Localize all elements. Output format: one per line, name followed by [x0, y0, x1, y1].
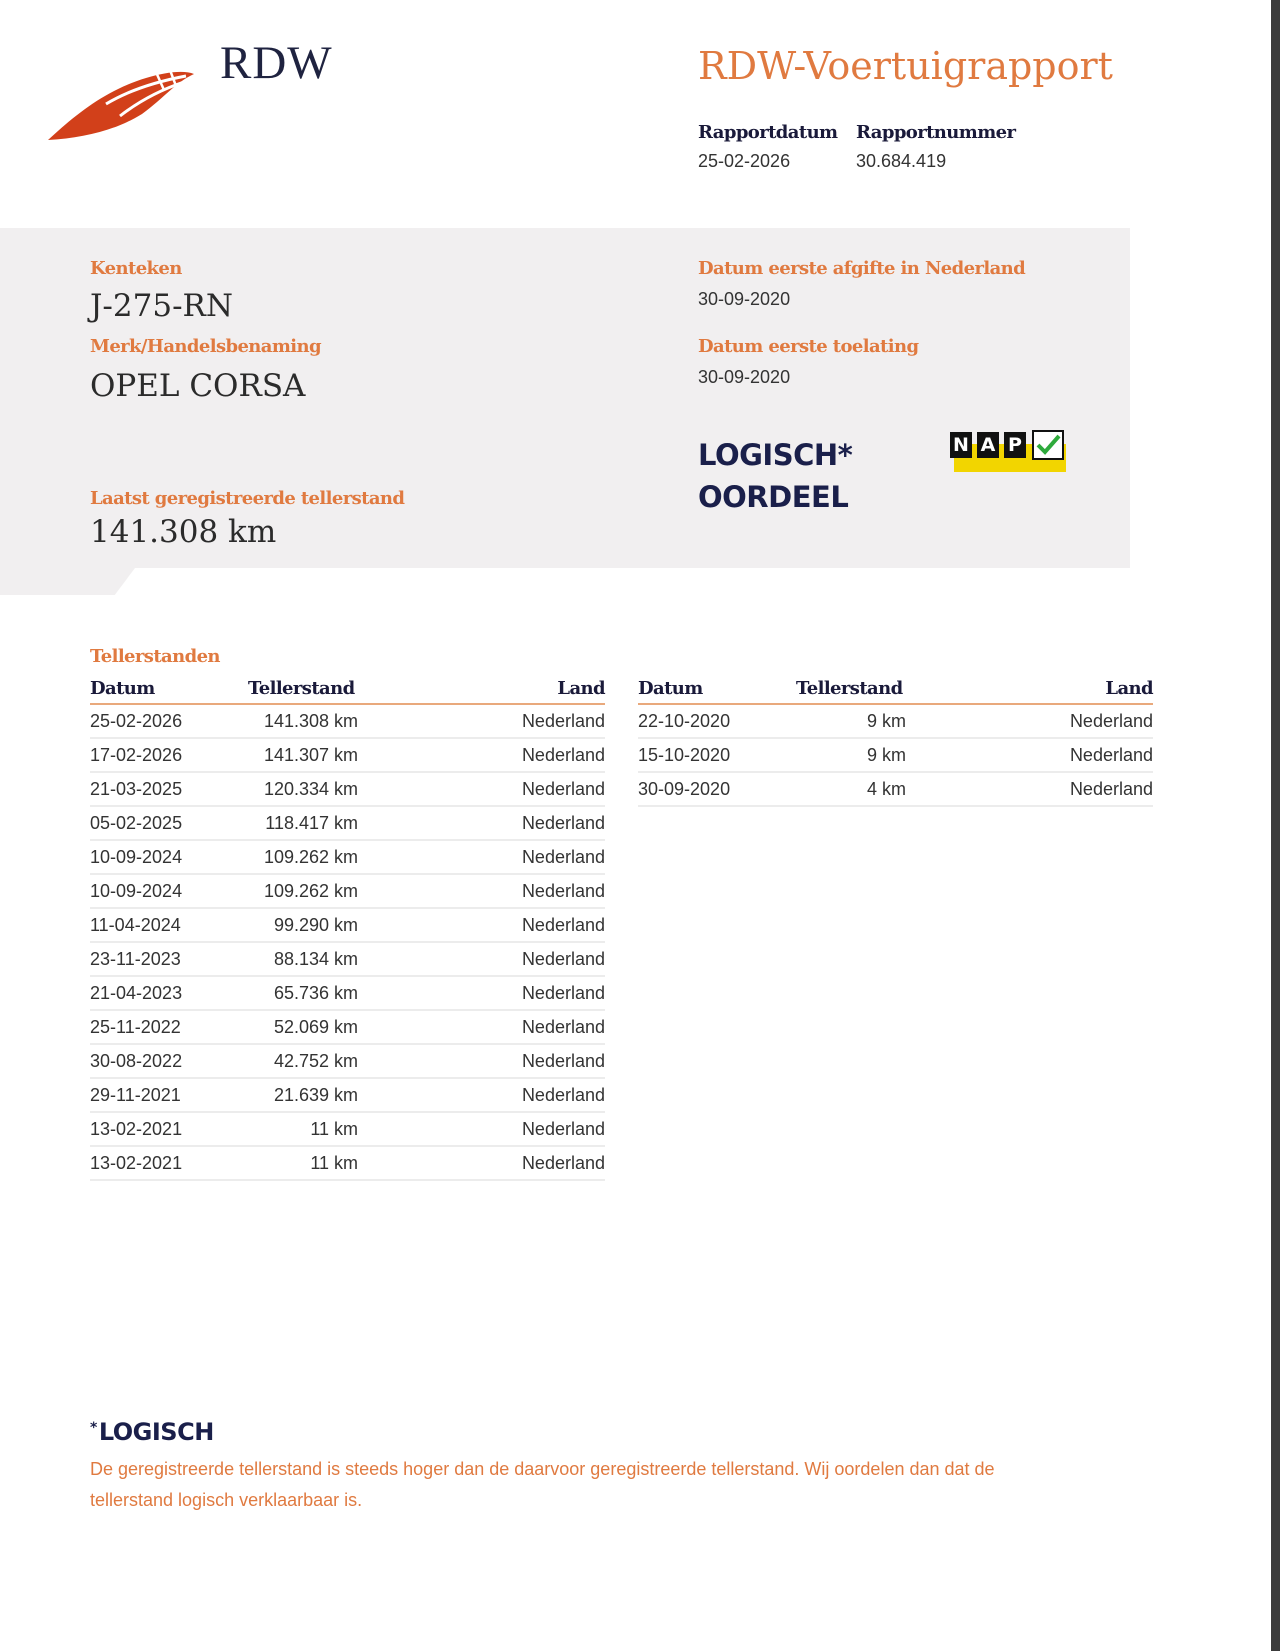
- cell-datum: 17-02-2026: [90, 738, 230, 772]
- cell-tellerstand: 11 km: [230, 1146, 358, 1180]
- table-row: [90, 1010, 605, 1044]
- cell-datum: 13-02-2021: [90, 1112, 230, 1146]
- toelating-value: 30-09-2020: [698, 367, 791, 387]
- kenteken-label: Kenteken: [90, 258, 182, 279]
- odometer-rows-right: [638, 704, 1153, 806]
- cell-datum: 10-09-2024: [90, 874, 230, 908]
- cell-land: Nederland: [358, 738, 605, 772]
- header-datum: Datum: [638, 676, 778, 704]
- cell-datum: 21-04-2023: [90, 976, 230, 1010]
- table-header-row: [90, 676, 605, 704]
- header-datum: Datum: [90, 676, 230, 704]
- cell-datum: 30-08-2022: [90, 1044, 230, 1078]
- footnote-title-text: LOGISCH: [98, 1418, 214, 1446]
- verdict-line-1: LOGISCH*: [698, 438, 853, 472]
- cell-datum: 29-11-2021: [90, 1078, 230, 1112]
- table-row: [90, 976, 605, 1010]
- cell-land: Nederland: [358, 1112, 605, 1146]
- cell-datum: 23-11-2023: [90, 942, 230, 976]
- page-edge: [1271, 0, 1280, 1651]
- cell-tellerstand: 11 km: [230, 1112, 358, 1146]
- cell-tellerstand: 118.417 km: [230, 806, 358, 840]
- odometer-table-left: [90, 676, 605, 1181]
- cell-land: Nederland: [358, 874, 605, 908]
- cell-land: Nederland: [358, 840, 605, 874]
- cell-land: Nederland: [906, 738, 1153, 772]
- merk-value: OPEL CORSA: [90, 368, 306, 404]
- cell-land: Nederland: [358, 942, 605, 976]
- cell-land: Nederland: [358, 1078, 605, 1112]
- table-row: [90, 942, 605, 976]
- toelating-label: Datum eerste toelating: [698, 336, 919, 357]
- summary-panel-tab: [0, 568, 135, 595]
- cell-tellerstand: 4 km: [778, 772, 906, 806]
- footnote-title: [90, 1418, 214, 1446]
- table-row: [90, 1146, 605, 1180]
- table-row: [638, 704, 1153, 738]
- table-row: [638, 772, 1153, 806]
- cell-tellerstand: 21.639 km: [230, 1078, 358, 1112]
- cell-land: Nederland: [358, 1010, 605, 1044]
- table-row: [90, 1078, 605, 1112]
- cell-datum: 25-11-2022: [90, 1010, 230, 1044]
- header-tellerstand: Tellerstand: [778, 676, 906, 704]
- afgifte-label: Datum eerste afgifte in Nederland: [698, 258, 1026, 279]
- cell-tellerstand: 88.134 km: [230, 942, 358, 976]
- cell-land: Nederland: [906, 704, 1153, 738]
- kenteken-value: J-275-RN: [90, 288, 234, 324]
- cell-tellerstand: 65.736 km: [230, 976, 358, 1010]
- cell-datum: 05-02-2025: [90, 806, 230, 840]
- table-row: [90, 704, 605, 738]
- rapportdatum-label: Rapportdatum: [698, 122, 838, 143]
- cell-land: Nederland: [906, 772, 1153, 806]
- header-land: Land: [358, 676, 605, 704]
- table-row: [90, 738, 605, 772]
- merk-label: Merk/Handelsbenaming: [90, 336, 322, 357]
- cell-tellerstand: 109.262 km: [230, 840, 358, 874]
- cell-datum: 13-02-2021: [90, 1146, 230, 1180]
- table-row: [638, 738, 1153, 772]
- rapportnummer-value: 30.684.419: [856, 151, 947, 171]
- cell-datum: 21-03-2025: [90, 772, 230, 806]
- cell-land: Nederland: [358, 908, 605, 942]
- cell-tellerstand: 141.307 km: [230, 738, 358, 772]
- nap-logo: [950, 430, 1070, 474]
- nap-letter-a: A: [977, 432, 999, 458]
- cell-tellerstand: 42.752 km: [230, 1044, 358, 1078]
- cell-tellerstand: 120.334 km: [230, 772, 358, 806]
- table-row: [90, 1112, 605, 1146]
- cell-datum: 30-09-2020: [638, 772, 778, 806]
- cell-tellerstand: 141.308 km: [230, 704, 358, 738]
- tellerstanden-title: Tellerstanden: [90, 646, 220, 667]
- nap-check-box: [1032, 430, 1064, 460]
- cell-tellerstand: 99.290 km: [230, 908, 358, 942]
- cell-land: Nederland: [358, 772, 605, 806]
- table-row: [90, 874, 605, 908]
- tellerstand-value: 141.308 km: [90, 514, 277, 550]
- verdict-line-2: OORDEEL: [698, 480, 849, 514]
- rdw-wing-logo-icon: [46, 64, 196, 144]
- cell-tellerstand: 9 km: [778, 738, 906, 772]
- odometer-table-right: [638, 676, 1153, 807]
- table-header-row: [638, 676, 1153, 704]
- cell-tellerstand: 9 km: [778, 704, 906, 738]
- cell-land: Nederland: [358, 806, 605, 840]
- odometer-rows-left: [90, 704, 605, 1180]
- header-tellerstand: Tellerstand: [230, 676, 358, 704]
- cell-land: Nederland: [358, 1044, 605, 1078]
- report-title: RDW-Voertuigrapport: [698, 44, 1113, 88]
- table-row: [90, 806, 605, 840]
- cell-datum: 11-04-2024: [90, 908, 230, 942]
- checkmark-icon: [1034, 432, 1062, 458]
- table-row: [90, 1044, 605, 1078]
- table-row: [90, 908, 605, 942]
- header-land: Land: [906, 676, 1153, 704]
- footnote-star: *: [90, 1420, 97, 1436]
- cell-datum: 25-02-2026: [90, 704, 230, 738]
- nap-letter-p: P: [1004, 432, 1026, 458]
- cell-land: Nederland: [358, 1146, 605, 1180]
- cell-datum: 22-10-2020: [638, 704, 778, 738]
- rapportdatum-value: 25-02-2026: [698, 151, 791, 171]
- cell-land: Nederland: [358, 976, 605, 1010]
- table-row: [90, 840, 605, 874]
- cell-tellerstand: 109.262 km: [230, 874, 358, 908]
- cell-datum: 10-09-2024: [90, 840, 230, 874]
- afgifte-value: 30-09-2020: [698, 289, 791, 309]
- footnote-text: De geregistreerde tellerstand is steeds hoger dan de daarvoor geregistreerde tellerstand. Wij oordelen dan dat de tellerstand logisch verklaarbaar is.: [90, 1459, 995, 1510]
- tellerstand-label: Laatst geregistreerde tellerstand: [90, 488, 405, 509]
- brand-name: RDW: [220, 37, 333, 89]
- cell-datum: 15-10-2020: [638, 738, 778, 772]
- table-row: [90, 772, 605, 806]
- rapportnummer-label: Rapportnummer: [856, 122, 1016, 143]
- cell-tellerstand: 52.069 km: [230, 1010, 358, 1044]
- cell-land: Nederland: [358, 704, 605, 738]
- nap-letter-n: N: [950, 432, 972, 458]
